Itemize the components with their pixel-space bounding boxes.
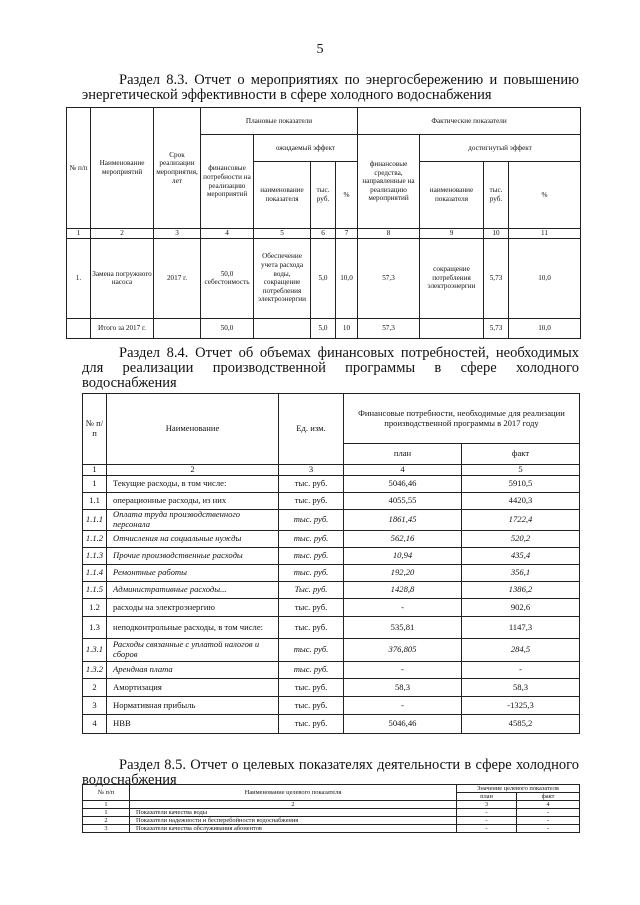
total-expected-sum: 5,0 — [311, 318, 336, 338]
header-unit: Ед. изм. — [279, 394, 344, 465]
row-unit: тыс. руб. — [279, 493, 344, 510]
row-fin-fact: 57,3 — [358, 238, 420, 318]
row-name: Отчисления на социальные нужды — [107, 531, 279, 548]
header-unit-2: тыс. руб. — [484, 162, 509, 229]
header-num: № п/п — [67, 108, 91, 229]
row-fact: 1147,3 — [462, 617, 580, 639]
table-row — [83, 548, 580, 565]
table-row — [83, 639, 580, 662]
col-num: 1 — [67, 229, 91, 239]
row-plan: 4055,55 — [344, 493, 462, 510]
row-num: 1.1.4 — [83, 565, 107, 582]
row-expected-pct: 10,0 — [336, 238, 358, 318]
total-expected-pct: 10 — [336, 318, 358, 338]
header-name: Наименование целевого показателя — [130, 785, 457, 801]
row-num: 1 — [83, 476, 107, 493]
header-pct-2: % — [509, 162, 581, 229]
header-achieved: достигнутый эффект — [420, 135, 581, 162]
col-num: 1 — [83, 801, 130, 809]
column-numbers-row — [83, 801, 580, 809]
row-num: 1.1.1 — [83, 510, 107, 531]
row-num: 4 — [83, 715, 107, 734]
total-achieved-sum: 5,73 — [484, 318, 509, 338]
target-indicators-rows — [83, 809, 580, 833]
col-num: 2 — [91, 229, 154, 239]
row-fact: 4585,2 — [462, 715, 580, 734]
row-num: 1 — [83, 809, 130, 817]
header-plan: план — [344, 444, 462, 465]
row-fact: - — [462, 662, 580, 679]
table-row — [83, 817, 580, 825]
row-plan: 376,805 — [344, 639, 462, 662]
row-unit: тыс. руб. — [279, 697, 344, 715]
row-plan: 1861,45 — [344, 510, 462, 531]
row-num: 1. — [67, 238, 91, 318]
row-fact: 284,5 — [462, 639, 580, 662]
row-fact: 520,2 — [462, 531, 580, 548]
row-plan: 10,94 — [344, 548, 462, 565]
row-plan: - — [457, 809, 517, 817]
header-name: Наименование — [107, 394, 279, 465]
total-fin-fact: 57,3 — [358, 318, 420, 338]
row-unit: тыс. руб. — [279, 662, 344, 679]
section-8-4-title-text: Раздел 8.4. Отчет об объемах финансовых потребностей, необходимых для реализации производственной программы в сфере холодного водоснабжения — [82, 345, 579, 391]
row-name: Показатели качества обслуживания абонентов — [130, 825, 457, 833]
row-name: Показатели надежности и бесперебойности водоснабжения — [130, 817, 457, 825]
table-row — [83, 662, 580, 679]
row-term: 2017 г. — [154, 238, 201, 318]
row-plan: 5046,46 — [344, 476, 462, 493]
table-row — [83, 809, 580, 817]
col-num: 3 — [457, 801, 517, 809]
table-row — [83, 582, 580, 599]
table-row — [67, 238, 581, 318]
row-plan: 192,20 — [344, 565, 462, 582]
total-row — [67, 318, 581, 338]
row-plan: - — [457, 825, 517, 833]
col-num: 5 — [254, 229, 311, 239]
row-name: Показатели качества воды — [130, 809, 457, 817]
row-name: Текущие расходы, в том числе: — [107, 476, 279, 493]
table-row — [83, 493, 580, 510]
row-plan: 535,81 — [344, 617, 462, 639]
row-expected-sum: 5,0 — [311, 238, 336, 318]
row-unit: тыс. руб. — [279, 679, 344, 697]
row-fact: - — [517, 809, 580, 817]
row-plan: - — [344, 662, 462, 679]
row-name: операционные расходы, из них — [107, 493, 279, 510]
header-plan: план — [457, 793, 517, 801]
row-name: Амортизация — [107, 679, 279, 697]
row-num: 3 — [83, 697, 107, 715]
row-achieved-name: сокращение потребления электроэнергии — [420, 238, 484, 318]
row-unit: тыс. руб. — [279, 476, 344, 493]
row-unit: тыс. руб. — [279, 548, 344, 565]
table-row — [83, 715, 580, 734]
row-name: неподконтрольные расходы, в том числе: — [107, 617, 279, 639]
col-num: 1 — [83, 465, 107, 476]
section-8-3-title-text: Раздел 8.3. Отчет о мероприятиях по энергосбережению и повышению энергетической эффективности в сфере холодного водоснабжения — [82, 72, 579, 103]
col-num: 6 — [311, 229, 336, 239]
row-name: Оплата труда производственного персонала — [107, 510, 279, 531]
financial-needs-table — [82, 393, 580, 734]
col-num: 5 — [462, 465, 580, 476]
row-fact: 1722,4 — [462, 510, 580, 531]
row-achieved-pct: 10,0 — [509, 238, 581, 318]
financial-needs-rows — [83, 476, 580, 734]
header-fact: факт — [517, 793, 580, 801]
header-expected: ожидаемый эффект — [254, 135, 358, 162]
row-unit: тыс. руб. — [279, 531, 344, 548]
page-number: 5 — [316, 42, 324, 57]
section-8-4-title — [82, 346, 579, 391]
row-num: 2 — [83, 817, 130, 825]
header-ind-name-2: наименование показателя — [420, 162, 484, 229]
table-row — [83, 476, 580, 493]
header-plan: Плановые показатели — [201, 108, 358, 135]
header-fin-fact: финансовые средства, направленные на реализацию мероприятий — [358, 135, 420, 229]
header-unit-1: тыс. руб. — [311, 162, 336, 229]
col-num: 4 — [201, 229, 254, 239]
row-fact: - — [517, 825, 580, 833]
row-fact: 1386,2 — [462, 582, 580, 599]
row-num: 1.2 — [83, 599, 107, 617]
row-num: 1.1.3 — [83, 548, 107, 565]
row-name: Замена погружного насоса — [91, 238, 154, 318]
row-fact: 902,6 — [462, 599, 580, 617]
row-unit: Тыс. руб. — [279, 582, 344, 599]
row-fact: 5910,5 — [462, 476, 580, 493]
table-row — [83, 679, 580, 697]
row-plan: - — [344, 697, 462, 715]
row-name: Арендная плата — [107, 662, 279, 679]
header-pct-1: % — [336, 162, 358, 229]
header-name: Наименование мероприятий — [91, 108, 154, 229]
table-row — [83, 510, 580, 531]
col-num: 3 — [154, 229, 201, 239]
total-label: Итого за 2017 г. — [91, 318, 154, 338]
section-8-5-title-text: Раздел 8.5. Отчет о целевых показателях деятельности в сфере холодного водоснабжения — [82, 757, 579, 788]
table-row — [83, 825, 580, 833]
row-num: 2 — [83, 679, 107, 697]
row-expected-name: Обеспечение учета расхода воды, сокращение потребления электроэнергии — [254, 238, 311, 318]
row-fin-plan: 50,0 себестоимость — [201, 238, 254, 318]
row-num: 1.1.2 — [83, 531, 107, 548]
row-unit: тыс. руб. — [279, 715, 344, 734]
row-name: Административные расходы... — [107, 582, 279, 599]
header-fin-plan: финансовые потребности на реализацию мероприятий — [201, 135, 254, 229]
row-name: Расходы связанные с уплатой налогов и сборов — [107, 639, 279, 662]
row-plan: 1428,8 — [344, 582, 462, 599]
row-fact: -1325,3 — [462, 697, 580, 715]
row-fact: 435,4 — [462, 548, 580, 565]
table-row — [83, 599, 580, 617]
total-achieved-pct: 10,0 — [509, 318, 581, 338]
row-achieved-sum: 5,73 — [484, 238, 509, 318]
row-unit: тыс. руб. — [279, 510, 344, 531]
row-plan: 58,3 — [344, 679, 462, 697]
col-num: 11 — [509, 229, 581, 239]
col-num: 2 — [130, 801, 457, 809]
row-fact: 356,1 — [462, 565, 580, 582]
table-row — [83, 697, 580, 715]
table-row — [83, 531, 580, 548]
row-name: Прочие производственные расходы — [107, 548, 279, 565]
col-num: 10 — [484, 229, 509, 239]
col-num: 4 — [344, 465, 462, 476]
row-unit: тыс. руб. — [279, 617, 344, 639]
row-num: 1.3.1 — [83, 639, 107, 662]
header-num: № п/п — [83, 785, 130, 801]
row-num: 1.3.2 — [83, 662, 107, 679]
header-value: Значение целевого показателя — [457, 785, 580, 793]
col-num: 3 — [279, 465, 344, 476]
column-numbers-row — [67, 229, 581, 239]
column-numbers-row — [83, 465, 580, 476]
col-num: 8 — [358, 229, 420, 239]
table-row — [83, 617, 580, 639]
col-num: 4 — [517, 801, 580, 809]
row-name: НВВ — [107, 715, 279, 734]
header-fin-needs: Финансовые потребности, необходимые для реализации производственной программы в 2017 году — [344, 394, 580, 444]
header-ind-name-1: наименование показателя — [254, 162, 311, 229]
energy-saving-table — [66, 107, 581, 339]
row-plan: - — [344, 599, 462, 617]
row-name: Нормативная прибыль — [107, 697, 279, 715]
header-num: № п/п — [83, 394, 107, 465]
row-num: 3 — [83, 825, 130, 833]
row-num: 1.1.5 — [83, 582, 107, 599]
row-plan: 5046,46 — [344, 715, 462, 734]
row-unit: тыс. руб. — [279, 599, 344, 617]
row-unit: тыс. руб. — [279, 565, 344, 582]
row-name: Ремонтные работы — [107, 565, 279, 582]
header-term: Срок реализации мероприятия, лет — [154, 108, 201, 229]
row-name: расходы на электроэнергию — [107, 599, 279, 617]
table-row — [83, 565, 580, 582]
section-8-3-title — [82, 73, 579, 103]
col-num: 9 — [420, 229, 484, 239]
col-num: 7 — [336, 229, 358, 239]
header-fact: Фактические показатели — [358, 108, 581, 135]
row-plan: - — [457, 817, 517, 825]
row-plan: 562,16 — [344, 531, 462, 548]
row-fact: 4420,3 — [462, 493, 580, 510]
col-num: 2 — [107, 465, 279, 476]
row-fact: - — [517, 817, 580, 825]
target-indicators-table — [82, 784, 580, 833]
row-num: 1.3 — [83, 617, 107, 639]
row-unit: тыс. руб. — [279, 639, 344, 662]
row-num: 1.1 — [83, 493, 107, 510]
header-fact: факт — [462, 444, 580, 465]
row-fact: 58,3 — [462, 679, 580, 697]
total-fin-plan: 50,0 — [201, 318, 254, 338]
